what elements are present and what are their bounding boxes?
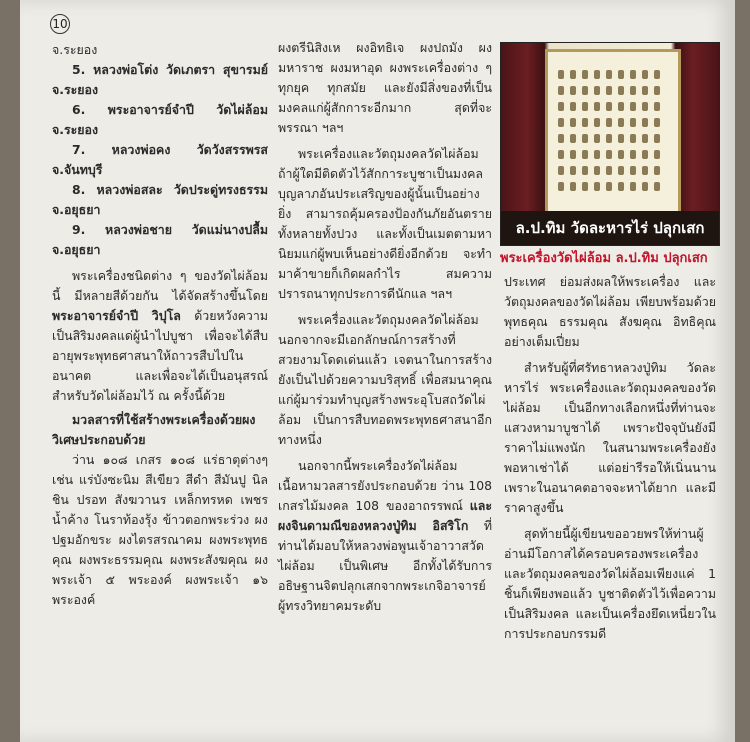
amulet-display-frame bbox=[545, 49, 681, 215]
amulet-thumbnail bbox=[606, 134, 612, 143]
amulet-thumbnail bbox=[594, 70, 600, 79]
amulet-photo bbox=[500, 42, 720, 246]
amulet-thumbnail bbox=[618, 118, 624, 127]
amulet-thumbnail bbox=[594, 182, 600, 191]
amulet-thumbnail bbox=[570, 182, 576, 191]
amulet-thumbnail bbox=[606, 102, 612, 111]
amulet-thumbnail bbox=[654, 134, 660, 143]
paragraph: สุดท้ายนี้ผู้เขียนขออวยพรให้ท่านผู้อ่านมีโอกาสได้ครอบครองพระเครื่องและวัตถุมงคลของวัดไผ่ล้อมเพียงแค่ 1 ชิ้นก็เพียงพอแล้ว บูชาติดตัวไว้เพื่อความเป็นสิริมงคล และเป็นเครื่องยึดเหนี่ยวในการประกอบกรรมดี bbox=[504, 526, 716, 641]
bold-name: และผงจินดามณีของหลวงปู่ทิม อิสริโก bbox=[278, 498, 492, 533]
amulet-thumbnail bbox=[630, 70, 636, 79]
amulet-thumbnail bbox=[630, 102, 636, 111]
amulet-thumbnail bbox=[582, 118, 588, 127]
magazine-page bbox=[20, 0, 735, 742]
temple-list-item-8: 8. หลวงพ่อสละ วัดประดู่ทรงธรรม จ.อยุธยา bbox=[52, 182, 268, 217]
amulet-thumbnail bbox=[570, 150, 576, 159]
text-span: พระเครื่องชนิดต่าง ๆ ของวัดไผ่ล้อมนี้ มีหลายสีด้วยกัน ได้จัดสร้างขึ้นโดย bbox=[52, 268, 268, 303]
temple-list-item-9: 9. หลวงพ่อชาย วัดแม่นางปลื้ม จ.อยุธยา bbox=[52, 222, 268, 257]
paragraph: พระเครื่องและวัตถุมงคลวัดไผ่ล้อม ถ้าผู้ใดมีติดตัวไว้สักการะบูชาเป็นมงคลบุญลาภอันประเสริญของผู้นั้นเป็นอย่างยิ่ง สามารถคุ้มครองป้องกันภัยอันตรายทั้งหลายทั้งปวง และทั้งเป็นเมตตามหานิยมแก่ผู้พบเห็นอย่างดียิ่งอีกด้วย จะทำมาค้าขายก็เกิดผลกำไร สมความปรารถนาทุกประการดีนักแล ฯลฯ bbox=[278, 146, 492, 301]
amulet-thumbnail bbox=[630, 166, 636, 175]
text-line: จ.ระยอง bbox=[52, 42, 98, 57]
amulet-thumbnail bbox=[570, 118, 576, 127]
amulet-thumbnail bbox=[654, 102, 660, 111]
paragraph: ประเทศ ย่อมส่งผลให้พระเครื่อง และวัตถุมงคลของวัดไผ่ล้อม เพียบพร้อมด้วย พุทธคุณ ธรรมคุณ สังฆคุณ อิทธิคุณ อย่างเต็มเปี่ยม bbox=[504, 274, 716, 349]
amulet-thumbnail bbox=[642, 118, 648, 127]
section-heading: มวลสารที่ใช้สร้างพระเครื่องด้วยผงวิเศษประกอบด้วย bbox=[52, 412, 256, 447]
amulet-thumbnail bbox=[594, 118, 600, 127]
paragraph: สำหรับผู้ที่ศรัทธาหลวงปู่ทิม วัดละหารไร่ พระเครื่องและวัตถุมงคลของวัดไผ่ล้อม เป็นอีกทางเลือกหนึ่งที่ท่านจะแสวงหามาบูชาได้ เพราะปัจจุบันยังมีราคาไม่แพงนัก ในสนามพระเครื่องยังพอหาเช่าได้ แต่อย่ารีรอให้เนิ่นนาน เพราะในอนาคตอาจจะหาได้ยาก และมีราคาสูงขึ้น bbox=[504, 360, 716, 515]
amulet-thumbnail bbox=[618, 166, 624, 175]
amulet-thumbnail bbox=[558, 166, 564, 175]
amulet-thumbnail bbox=[654, 166, 660, 175]
amulet-thumbnail bbox=[642, 70, 648, 79]
paragraph: พระเครื่องและวัตถุมงคลวัดไผ่ล้อม นอกจากจะมีเอกลักษณ์การสร้างที่สวยงามโดดเด่นแล้ว เจตนาในการสร้างยังเป็นไปด้วยความบริสุทธิ์ เพื่อสมนาคุณแก่ผู้มาร่วมทำบุญสร้างพระอุโบสถวัดไผ่ล้อม เป็นการสืบทอดพระพุทธศาสนาอีกทางหนึ่ง bbox=[278, 312, 492, 447]
amulet-thumbnail bbox=[570, 134, 576, 143]
paragraph bbox=[52, 266, 268, 406]
temple-list-item-7: 7. หลวงพ่อคง วัดวังสรรพรส จ.จันทบุรี bbox=[52, 142, 268, 177]
amulet-thumbnail bbox=[654, 118, 660, 127]
paragraph: ว่าน ๑๐๘ เกสร ๑๐๘ แร่ธาตุต่างๆ เช่น แร่บังซะนิม สีเขียว สีดำ สีมันปู นิล ชิน ปรอท สังฆวานร เหล็กทรหด เพชรน้ำค้าง โนราท้องรุ้ง ข้าวตอกพระร่วง ผงปฐมอักขระ ผงไตรสรณาคม ผงพระพุทธคุณ ผงพระธรรมคุณ ผงพระสังฆคุณ ผงพระเจ้า ๕ พระองค์ ผงพระเจ้า ๑๖ พระองค์ bbox=[52, 452, 268, 607]
amulet-thumbnail bbox=[558, 118, 564, 127]
amulet-thumbnail bbox=[654, 70, 660, 79]
column-1 bbox=[52, 40, 268, 610]
amulet-thumbnail bbox=[606, 166, 612, 175]
amulet-thumbnail bbox=[558, 70, 564, 79]
amulet-thumbnail bbox=[642, 134, 648, 143]
amulet-thumbnail bbox=[594, 166, 600, 175]
amulet-thumbnail bbox=[558, 182, 564, 191]
amulet-thumbnail bbox=[642, 182, 648, 191]
amulet-thumbnail bbox=[594, 150, 600, 159]
amulet-thumbnail bbox=[582, 134, 588, 143]
text-span: ที่ท่านได้มอบให้หลวงพ่อพูนเจ้าอาวาสวัดไผ่ล้อม เป็นพิเศษ อีกทั้งได้รับการอธิษฐานจิตปลุกเสกจากพระเกจิอาจารย์ผู้ทรงวิทยาคมระดับ bbox=[278, 518, 492, 613]
amulet-thumbnail bbox=[630, 118, 636, 127]
amulet-thumbnail bbox=[618, 150, 624, 159]
paragraph bbox=[278, 456, 492, 616]
paragraph: ผงตรีนิสิงเห ผงอิทธิเจ ผงปถมัง ผงมหาราช ผงมหาอุด ผงพระเครื่องต่าง ๆ ทุกยุค ทุกสมัย และยังมีสิ่งของที่เป็นมงคลแก่ผู้สักการะอีกมาก สุดที่จะพรรณา ฯลฯ bbox=[278, 40, 492, 135]
amulet-thumbnail bbox=[618, 134, 624, 143]
amulet-thumbnail bbox=[654, 150, 660, 159]
amulet-thumbnail bbox=[654, 86, 660, 95]
amulet-thumbnail bbox=[606, 118, 612, 127]
temple-list-item-5: 5. หลวงพ่อโต่ง วัดเภตรา สุขารมย์ จ.ระยอง bbox=[52, 62, 268, 97]
amulet-thumbnail bbox=[582, 86, 588, 95]
amulet-thumbnail bbox=[558, 150, 564, 159]
amulet-thumbnail bbox=[582, 166, 588, 175]
column-2 bbox=[278, 38, 492, 616]
amulet-thumbnail bbox=[582, 102, 588, 111]
amulet-thumbnail bbox=[618, 70, 624, 79]
amulet-thumbnail bbox=[630, 134, 636, 143]
amulet-thumbnail bbox=[606, 86, 612, 95]
amulet-thumbnail bbox=[582, 70, 588, 79]
amulet-thumbnail bbox=[570, 70, 576, 79]
amulet-thumbnail bbox=[594, 86, 600, 95]
text-span: ด้วยหวังความเป็นสิริมงคลแด่ผู้นำไปบูชา เพื่อจะได้สืบอายุพระพุทธศาสนาให้ถาวรสืบไปในอนาคต และเพื่อจะได้เป็นอนุสรณ์ สำหรับวัดไผ่ล้อมไว้ ณ ครั้งนี้ด้วย bbox=[52, 308, 269, 403]
amulet-thumbnail bbox=[630, 86, 636, 95]
amulet-thumbnail bbox=[570, 166, 576, 175]
amulet-thumbnail bbox=[618, 102, 624, 111]
amulet-thumbnail bbox=[630, 150, 636, 159]
amulet-thumbnail bbox=[606, 150, 612, 159]
amulet-thumbnail bbox=[558, 102, 564, 111]
amulet-thumbnail bbox=[630, 182, 636, 191]
amulet-thumbnail bbox=[642, 86, 648, 95]
amulet-thumbnail bbox=[558, 134, 564, 143]
column-3 bbox=[504, 272, 716, 644]
amulet-thumbnail bbox=[594, 102, 600, 111]
amulet-thumbnail bbox=[654, 182, 660, 191]
amulet-thumbnail bbox=[582, 150, 588, 159]
amulet-thumbnail bbox=[582, 182, 588, 191]
photo-caption: พระเครื่องวัดไผ่ล้อม ล.ป.ทิม ปลุกเสก bbox=[500, 251, 708, 266]
amulet-thumbnail bbox=[606, 182, 612, 191]
page-number: 10 bbox=[50, 14, 70, 34]
text-span: นอกจากนี้พระเครื่องวัดไผ่ล้อม เนื้อหามวลสารยังประกอบด้วย ว่าน 108 เกสรไม้มงคล 108 ของอาถรรพณ์ bbox=[278, 458, 492, 513]
bold-name: พระอาจารย์จำปี วิปุโล bbox=[52, 308, 181, 323]
temple-list-item-6: 6. พระอาจารย์จำปี วัดไผ่ล้อม จ.ระยอง bbox=[52, 102, 268, 137]
amulet-thumbnail bbox=[606, 70, 612, 79]
photo-banner: ล.ป.ทิม วัดละหารไร่ ปลุกเสก bbox=[501, 211, 719, 245]
amulet-thumbnail bbox=[642, 102, 648, 111]
amulet-thumbnail bbox=[618, 182, 624, 191]
amulet-thumbnail bbox=[570, 86, 576, 95]
amulet-thumbnail bbox=[594, 134, 600, 143]
amulet-thumbnail bbox=[570, 102, 576, 111]
amulet-thumbnail bbox=[618, 86, 624, 95]
amulet-thumbnail bbox=[642, 150, 648, 159]
amulet-thumbnail bbox=[558, 86, 564, 95]
amulet-thumbnail bbox=[642, 166, 648, 175]
